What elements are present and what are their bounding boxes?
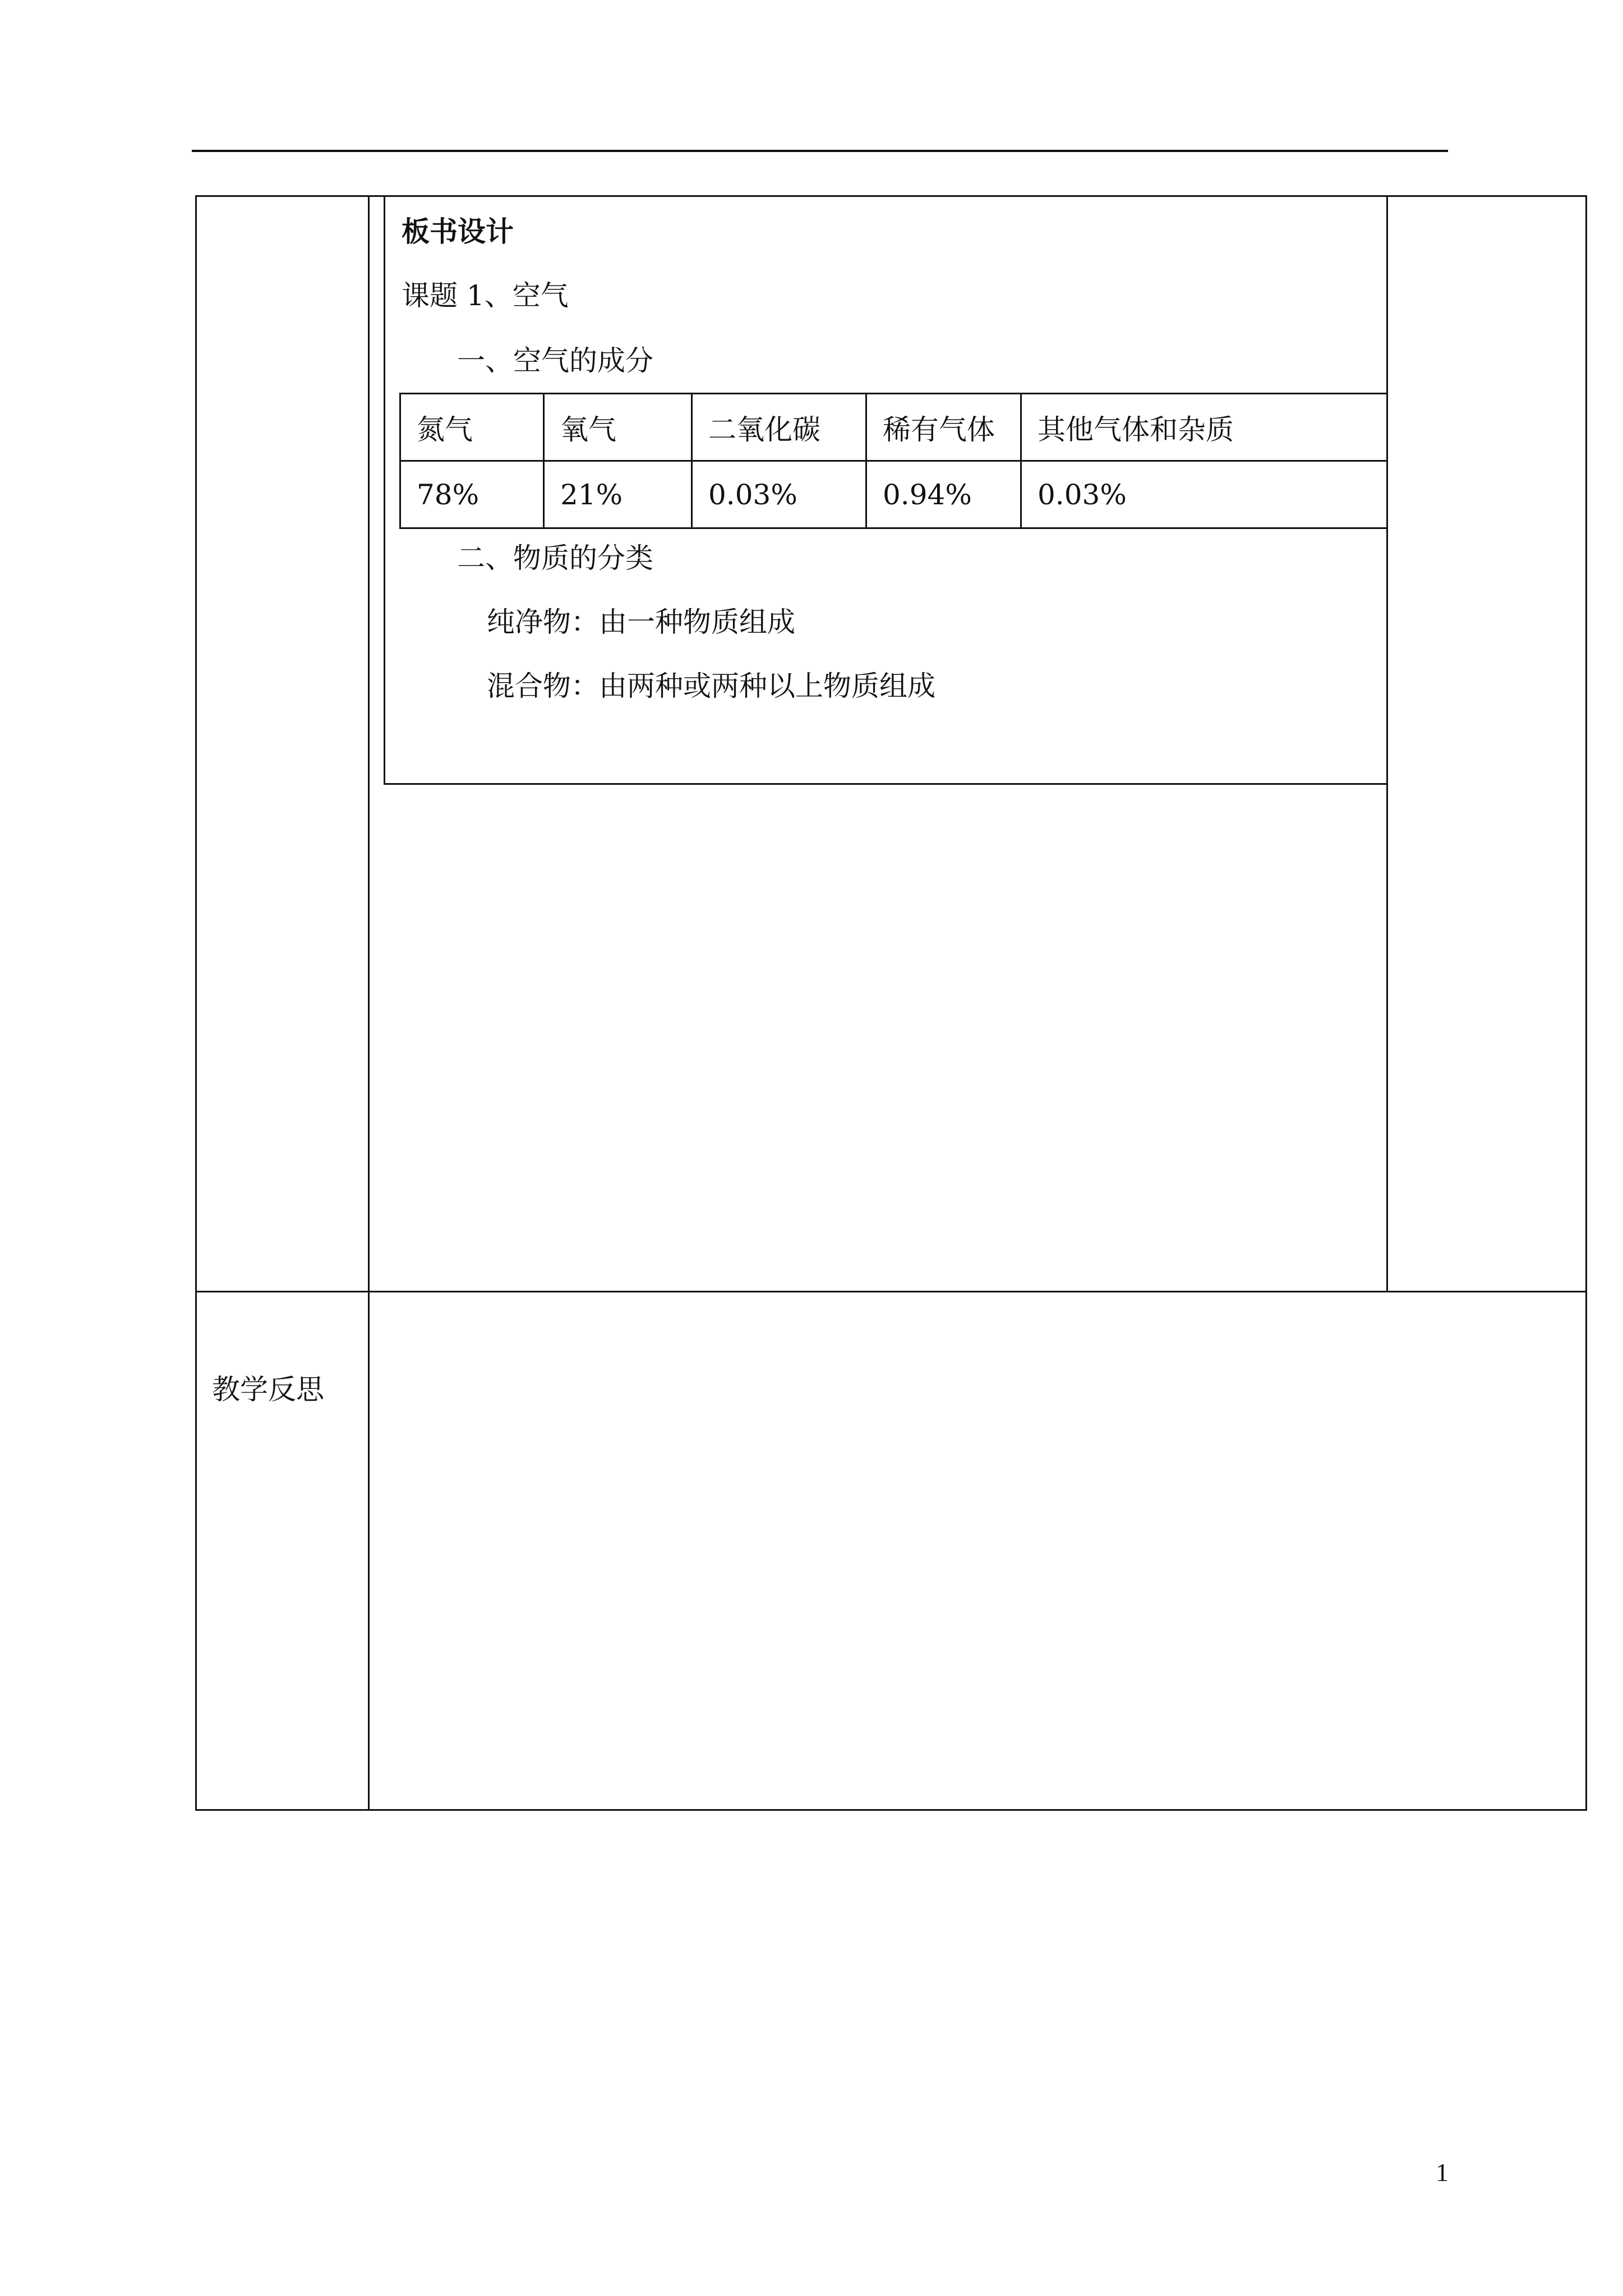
value-noble: 0.94%: [866, 461, 1021, 528]
header-rule: [192, 150, 1448, 152]
gas-nitrogen: 氮气: [400, 394, 544, 461]
gas-noble: 稀有气体: [866, 394, 1021, 461]
board-design-heading: 板书设计: [402, 215, 514, 248]
composition-header-row: [400, 394, 1387, 461]
lesson-title: 课题 1、空气: [402, 279, 569, 312]
air-composition-table: [399, 393, 1388, 529]
gas-carbon-dioxide: 二氧化碳: [692, 394, 866, 461]
composition-value-row: [400, 461, 1387, 528]
section-classification-title: 二、物质的分类: [457, 542, 653, 574]
mixture-definition: 混合物：由两种或两种以上物质组成: [487, 670, 935, 702]
teaching-reflection-label: 教学反思: [212, 1373, 324, 1406]
gas-other: 其他气体和杂质: [1021, 394, 1387, 461]
section-composition-title: 一、空气的成分: [457, 344, 653, 377]
gas-oxygen: 氧气: [544, 394, 692, 461]
value-other: 0.03%: [1021, 461, 1387, 528]
page-number: 1: [1436, 2158, 1449, 2187]
value-nitrogen: 78%: [400, 461, 544, 528]
value-oxygen: 21%: [544, 461, 692, 528]
left-column-divider: [368, 195, 370, 1811]
value-carbon-dioxide: 0.03%: [692, 461, 866, 528]
pure-substance-definition: 纯净物：由一种物质组成: [487, 606, 795, 638]
row-divider: [195, 1291, 1587, 1292]
